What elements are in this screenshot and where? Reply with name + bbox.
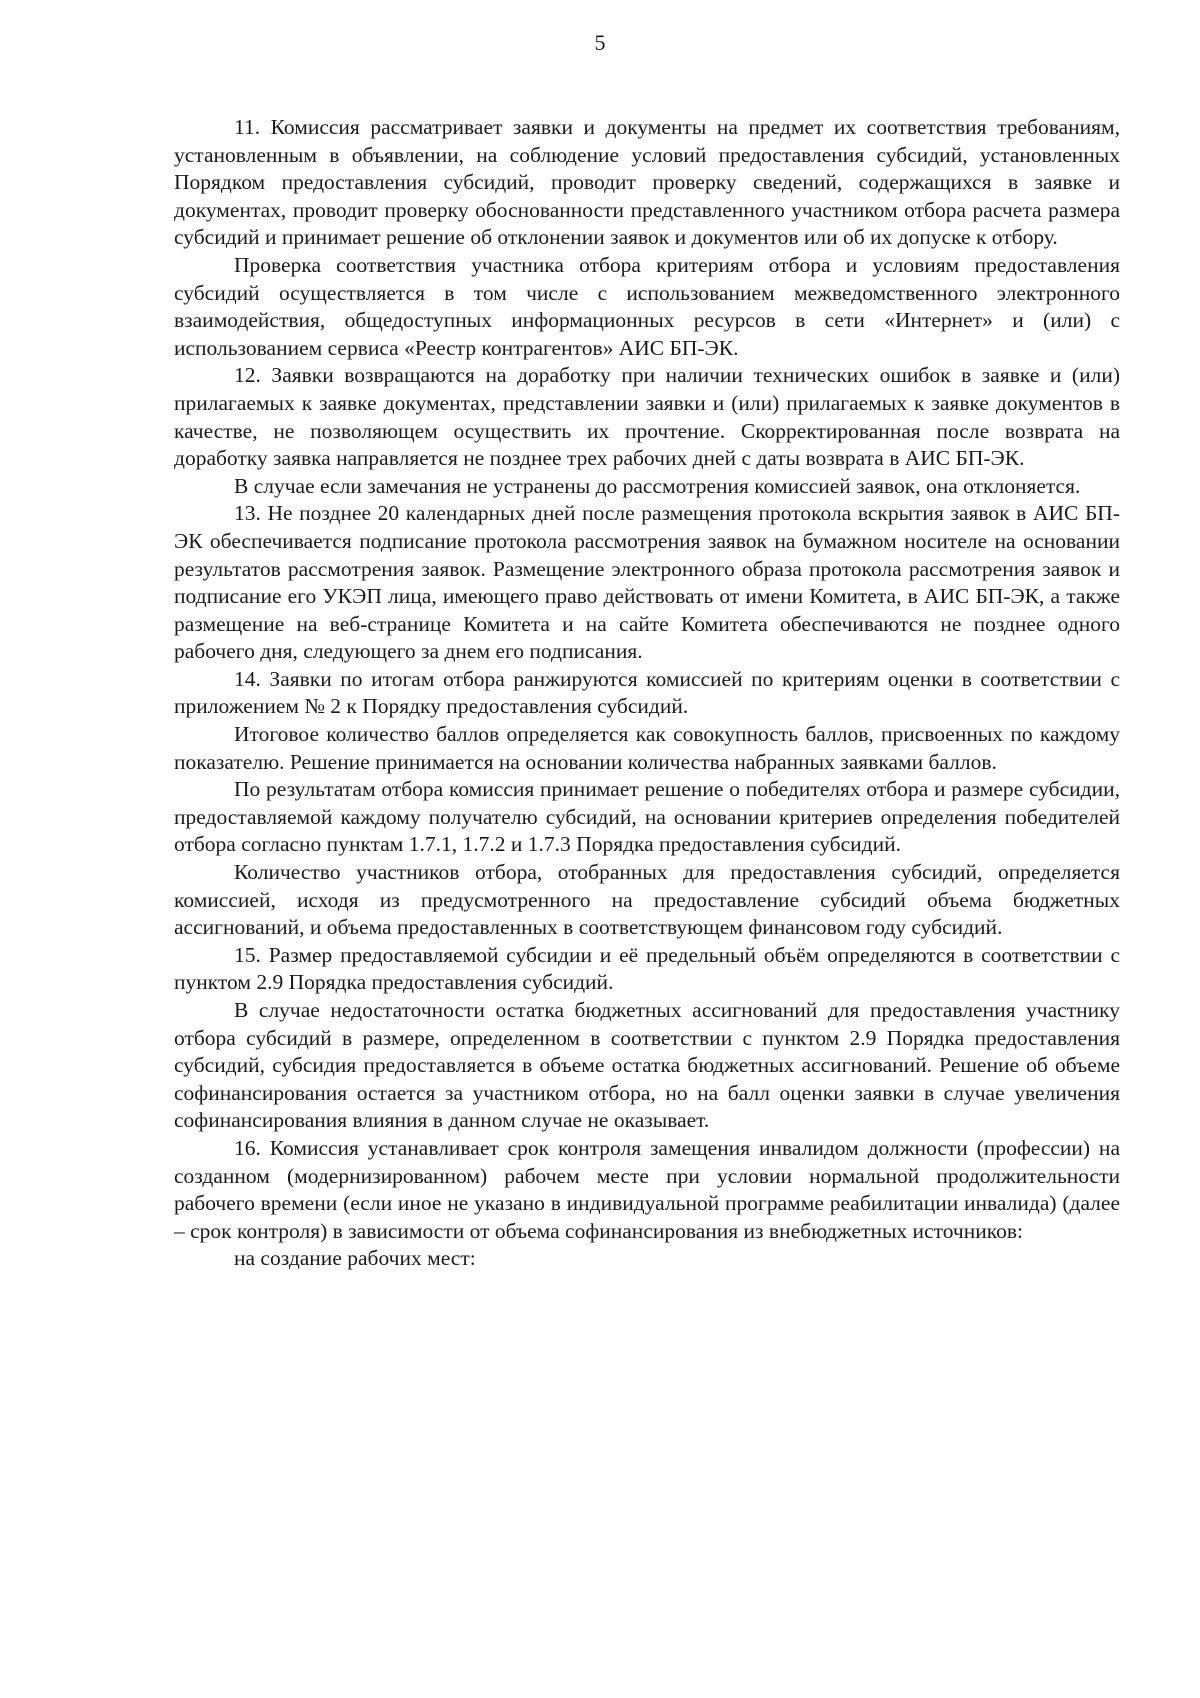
paragraph-11-verification: Проверка соответствия участника отбора критериям отбора и условиям предоставления субсидий осуществляется в том числе с использованием межведомственного электронного взаимодействия, общедоступных информационных ресурсов в сети «Интернет» и (или) с использованием сервиса «Реестр контрагентов» АИС БП-ЭК. [174,252,1120,360]
paragraph-15-insufficiency: В случае недостаточности остатка бюджетных ассигнований для предоставления участнику отбора субсидий в размере, определенном в соответствии с пунктом 2.9 Порядка предоставления субсидий, субсидия предоставляется в объеме остатка бюджетных ассигнований. Решение об объеме софинансирования остается за участником отбора, но на балл оценки заявки в случае увеличения софинансирования влияния в данном случае не оказывает. [174,998,1120,1133]
paragraph-14-winners: По результатам отбора комиссия принимает решение о победителях отбора и размере субсидии, предоставляемой каждому получателю субсидий, на основании критериев определения победителей отбора согласно пунктам 1.7.1, 1.7.2 и 1.7.3 Порядка предоставления субсидий. [174,777,1120,857]
paragraph-16-job-creation: на создание рабочих мест: [234,1246,476,1271]
page-number: 5 [594,30,606,55]
paragraph-14-participants-count: Количество участников отбора, отобранных для предоставления субсидий, определяется комиссией, исходя из предусмотренного на предоставление субсидий объема бюджетных ассигнований, и объема предоставленных в соответствующем финансовом году субсидий. [174,860,1120,940]
paragraph-15: 15. Размер предоставляемой субсидии и её предельный объём определяются в соответствии с пунктом 2.9 Порядка предоставления субсидий. [174,942,1120,995]
paragraph-14-total-score: Итоговое количество баллов определяется как совокупность баллов, присвоенных по каждому показателю. Решение принимается на основании количества набранных заявками баллов. [174,722,1120,774]
paragraph-14: 14. Заявки по итогам отбора ранжируются комиссией по критериям оценки в соответствии с приложением № 2 к Порядку предоставления субсидий. [174,666,1120,719]
paragraph-11: 11. Комиссия рассматривает заявки и документы на предмет их соответствия требованиям, установленным в объявлении, на соблюдение условий предоставления субсидий, установленных Порядком предоставления субсидий, проводит проверку сведений, содержащихся в заявке и документах, проводит проверку обоснованности представленного участником отбора расчета размера субсидий и принимает решение об отклонении заявок и документов или об их допуске к отбору. [174,115,1120,250]
paragraph-13: 13. Не позднее 20 календарных дней после размещения протокола вскрытия заявок в АИС БП-ЭК обеспечивается подписание протокола рассмотрения заявок на бумажном носителе на основании результатов рассмотрения заявок. Размещение электронного образа протокола рассмотрения заявок и подписание его УКЭП лица, имеющего право действовать от имени Комитета, в АИС БП-ЭК, а также размещение на веб-странице Комитета и на сайте Комитета обеспечиваются не позднее одного рабочего дня, следующего за днем его подписания. [174,501,1120,664]
paragraph-12-rejection: В случае если замечания не устранены до рассмотрения комиссией заявок, она отклоняется. [234,473,1081,498]
paragraph-16: 16. Комиссия устанавливает срок контроля замещения инвалидом должности (профессии) на созданном (модернизированном) рабочем месте при условии нормальной продолжительности рабочего времени (если иное не указано в индивидуальной программе реабилитации инвалида) (далее – срок контроля) в зависимости от объема софинансирования из внебюджетных источников: [174,1135,1120,1243]
paragraph-12: 12. Заявки возвращаются на доработку при наличии технических ошибок в заявке и (или) прилагаемых к заявке документах, представлении заявки и (или) прилагаемых к заявке документов в качестве, не позволяющем осуществить их прочтение. Скорректированная после возврата на доработку заявка направляется не позднее трех рабочих дней с даты возврата в АИС БП-ЭК. [174,363,1120,471]
document-body [174,114,1120,1273]
